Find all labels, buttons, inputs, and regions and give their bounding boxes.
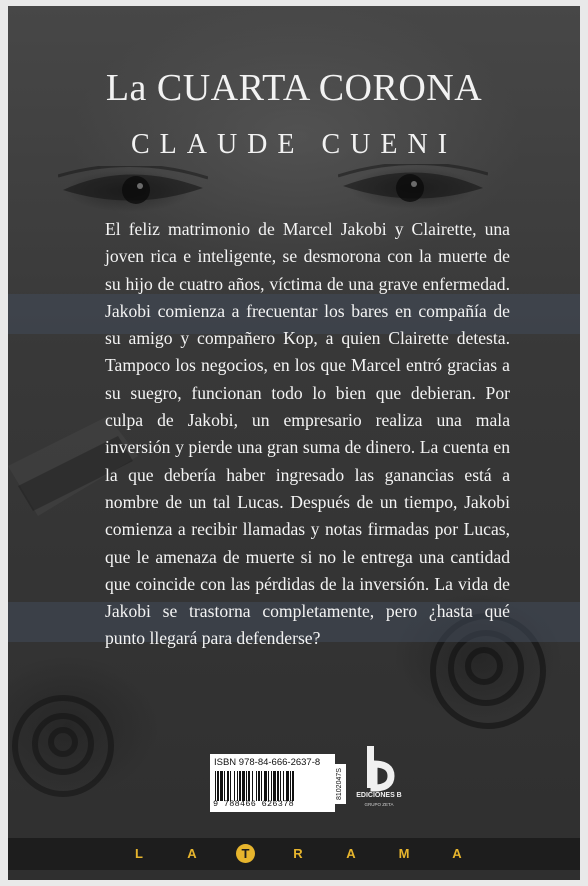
- collection-letter: A: [452, 846, 462, 861]
- publisher-group: GRUPO ZETA: [364, 802, 394, 807]
- barcode-bars-icon: [214, 771, 331, 801]
- barcode-digits: 9 788466 626378: [213, 799, 295, 809]
- collection-letter: A: [346, 846, 356, 861]
- barcode: [210, 754, 335, 812]
- collection-letter: T: [236, 844, 255, 863]
- left-eye-icon: [58, 166, 208, 212]
- synopsis-text: El feliz matrimonio de Marcel Jakobi y Clairette, una joven rica e inteligente, se desmorona con la muerte de su hijo de cuatro años, víctima de una grave enfermedad. Jakobi comienza a frecuentar los bares en compañía de su amigo y compañero Kop, a quien Clairette detesta. Tampoco los negocios, en los que Marcel entró gracias a su suegro, funcionan todo lo bien que debieran. Por culpa de Jakobi, un empresario realiza una mala inversión y pierde una gran suma de dinero. La cuenta en la que debería haber ingresado las ganancias está a nombre de un tal Lucas. Después de un tiempo, Jakobi comienza a recibir llamadas y notas firmadas por Lucas, que le amenaza de muerte si no le entrega una cantidad que coincide con las pérdidas de la inversión. La vida de Jakobi se trastorna completamente, pero ¿hasta qué punto llegará para defenderse?: [105, 219, 510, 649]
- collection-letter: L: [135, 846, 143, 861]
- back-cover: [8, 6, 580, 880]
- author-name: CLAUDE CUENI: [130, 129, 458, 160]
- rose-decoration-icon: [8, 686, 138, 806]
- publisher-name: EDICIONES B: [356, 792, 402, 799]
- collection-bar: [8, 838, 580, 870]
- collection-letter: A: [187, 846, 197, 861]
- right-eye-icon: [338, 164, 488, 210]
- collection-letter: R: [293, 846, 303, 861]
- side-code: 8102047S: [334, 764, 346, 804]
- collection-letters: [8, 838, 580, 870]
- collection-letter: M: [398, 846, 410, 861]
- isbn-label: ISBN 978-84-666-2637-8: [214, 757, 321, 768]
- book-title: La CUARTA CORONA: [105, 67, 483, 109]
